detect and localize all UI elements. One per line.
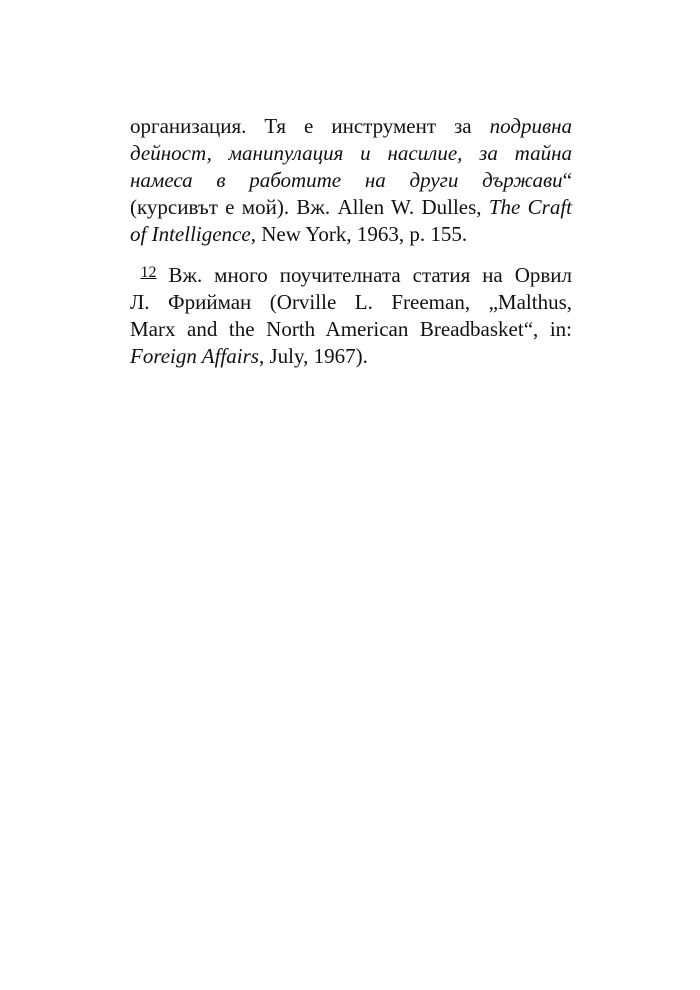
italic-segment: подривна: [489, 114, 572, 138]
text-line: Foreign Affairs, July, 1967).: [130, 344, 368, 368]
text-line: [130, 140, 572, 167]
text-line: (курсивът е мой). Вж. Allen W. Dulles, The Craft: [130, 195, 572, 219]
italic-segment: дейност, манипулация и насилие, за тайна: [130, 141, 572, 165]
text-line: $^{12}$ Вж. много поучителната статия на Орвил: [140, 263, 572, 287]
text-line: Marx and the North American Breadbasket“, in:: [130, 317, 572, 341]
italic-segment: Foreign Affairs: [130, 344, 259, 368]
footnotes-block: [130, 113, 572, 370]
italic-segment: намеса в работите на други държави: [130, 168, 563, 192]
text-line: намеса в работите на други държави“: [130, 168, 572, 192]
footnote-12: [130, 262, 572, 370]
footnote-continuation: [130, 113, 572, 248]
text-line: [130, 113, 572, 140]
italic-segment: of Intelligence: [130, 222, 251, 246]
footnote-number: 12: [140, 264, 157, 281]
text-segment: организация. Тя е инструмент за: [130, 114, 490, 138]
italic-segment: The Craft: [488, 195, 572, 219]
text-line: of Intelligence, New York, 1963, p. 155.: [130, 222, 468, 246]
text-line: Л. Фрийман (Orville L. Freeman, „Malthus,: [130, 290, 572, 314]
